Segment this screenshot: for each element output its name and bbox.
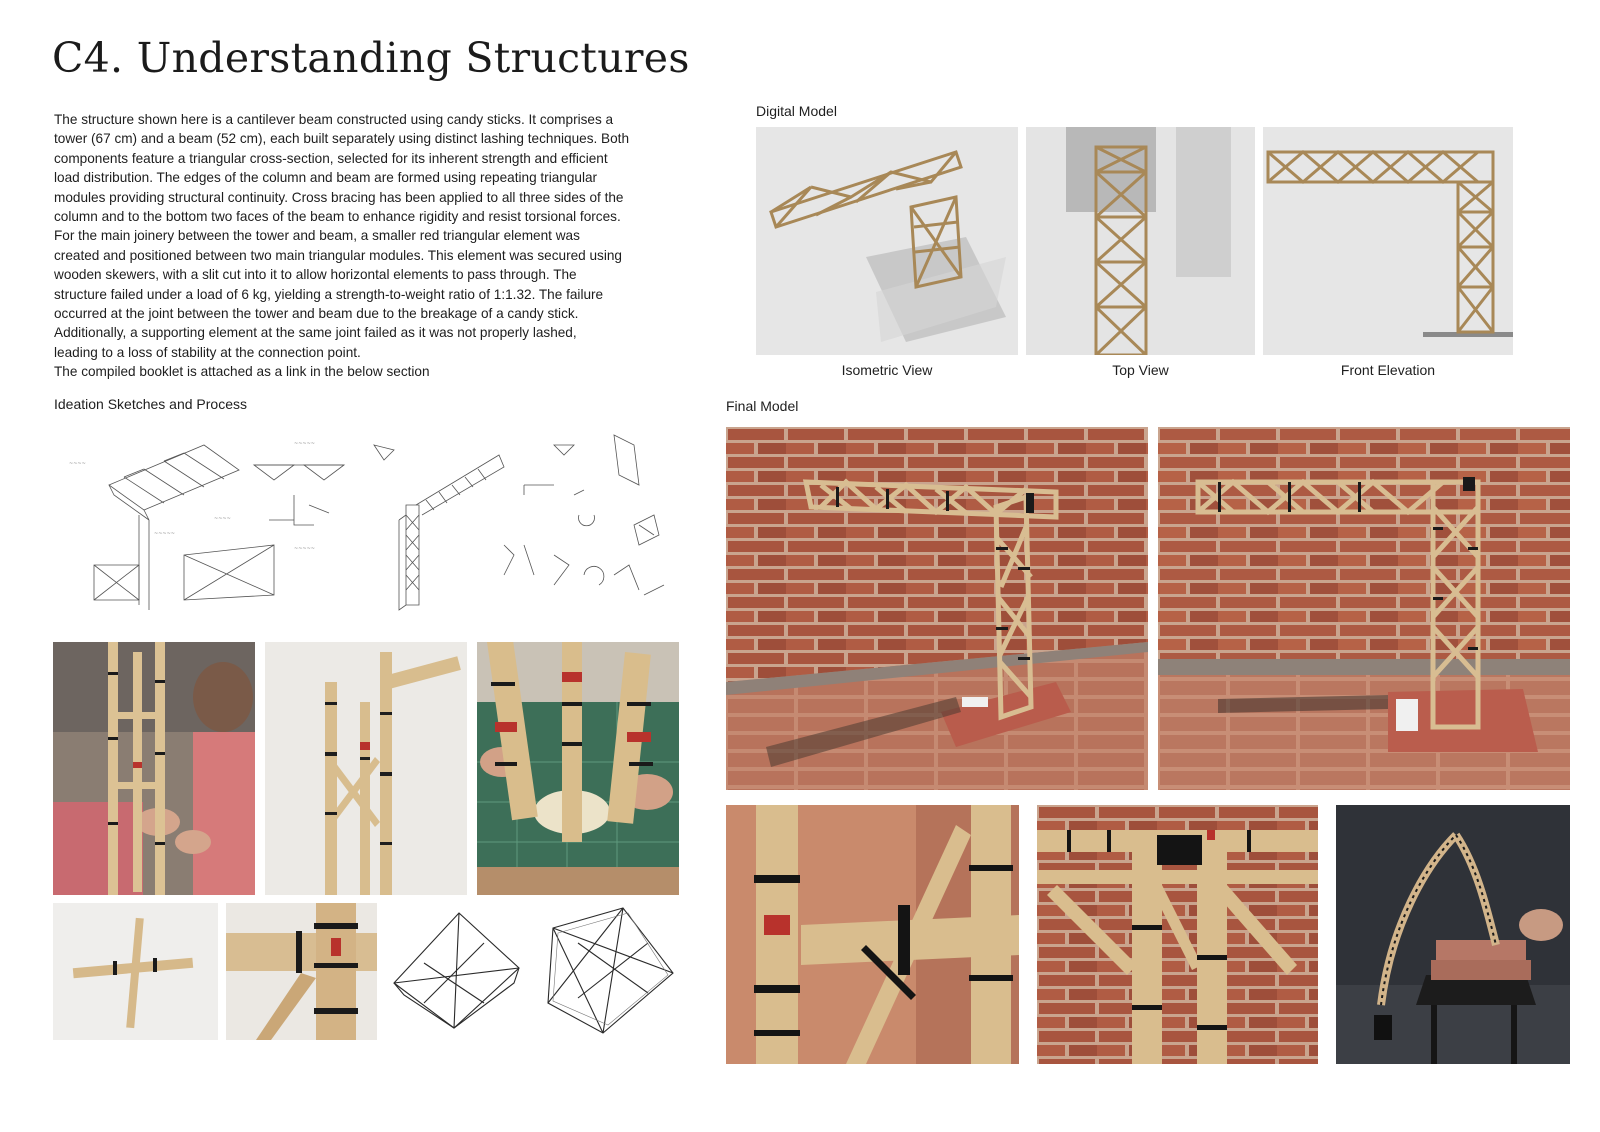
process-photo-cross-joint — [53, 903, 218, 1040]
description-line: structure failed under a load of 6 kg, yielding a strength-to-weight ratio of 1:1.32. The failure — [54, 286, 604, 302]
render-front-elevation — [1263, 127, 1513, 355]
description-line: leading to a loss of stability at the connection point. — [54, 344, 361, 360]
ideation-section-label: Ideation Sketches and Process — [54, 396, 248, 412]
process-sketch-module-a — [384, 903, 530, 1040]
description-line: created and positioned between two main triangular modules. This element was secured using — [54, 247, 622, 263]
description-line: The compiled booklet is attached as a link in the below section — [54, 364, 430, 380]
render-top-view — [1026, 127, 1255, 355]
description-line: column and to the bottom two faces of the beam to enhance rigidity and resist torsional forces. — [54, 209, 621, 225]
process-photo-joinery — [477, 642, 679, 895]
description-line: wooden skewers, with a slit cut into it to allow horizontal elements to pass through. The — [54, 267, 577, 283]
description-line: Additionally, a supporting element at the same joint failed as it was not properly lashed, — [54, 325, 577, 341]
svg-text:~~~~~: ~~~~~ — [154, 531, 175, 537]
digital-model-label: Digital Model — [756, 103, 837, 119]
process-photo-lashed-node — [226, 903, 377, 1040]
final-model-photo-angle — [726, 427, 1148, 790]
process-photo-lashing — [53, 642, 255, 895]
svg-text:~~~~: ~~~~ — [69, 461, 86, 467]
description-line: load distribution. The edges of the column and beam are formed using repeating triangular — [54, 170, 598, 186]
caption-isometric-view: Isometric View — [841, 362, 933, 378]
description-text — [54, 110, 696, 382]
description-line: components feature a triangular cross-section, selected for its inherent strength and efficient — [54, 150, 608, 166]
description-line: For the main joinery between the tower and beam, a smaller red triangular element was — [54, 228, 580, 244]
description-line: The structure shown here is a cantilever beam constructed using candy sticks. It comprises a — [54, 112, 614, 127]
render-isometric — [756, 127, 1018, 355]
final-model-detail-joint — [1037, 805, 1318, 1064]
final-model-label: Final Model — [726, 398, 799, 414]
final-model-load-test — [1336, 805, 1570, 1064]
ideation-sketches-image — [54, 425, 682, 630]
process-sketch-module-b — [538, 903, 682, 1040]
page-title: C4. Understanding Structures — [52, 34, 690, 82]
svg-text:~~~~: ~~~~ — [214, 516, 231, 522]
process-photo-tower — [265, 642, 467, 895]
caption-front-elevation: Front Elevation — [1340, 362, 1436, 378]
final-model-photo-side — [1158, 427, 1570, 790]
description-line: tower (67 cm) and a beam (52 cm), each built separately using distinct lashing techniques. Both — [54, 131, 630, 147]
final-model-detail-lashing — [726, 805, 1019, 1064]
svg-text:~~~~~: ~~~~~ — [294, 441, 315, 447]
description-line: occurred at the joint between the tower and beam due to the breakage of a candy stick. — [54, 306, 579, 322]
svg-text:~~~~~: ~~~~~ — [294, 546, 315, 552]
description-line: modules providing structural continuity. Cross bracing has been applied to all three sides of the — [54, 189, 624, 205]
caption-top-view: Top View — [1112, 362, 1169, 378]
